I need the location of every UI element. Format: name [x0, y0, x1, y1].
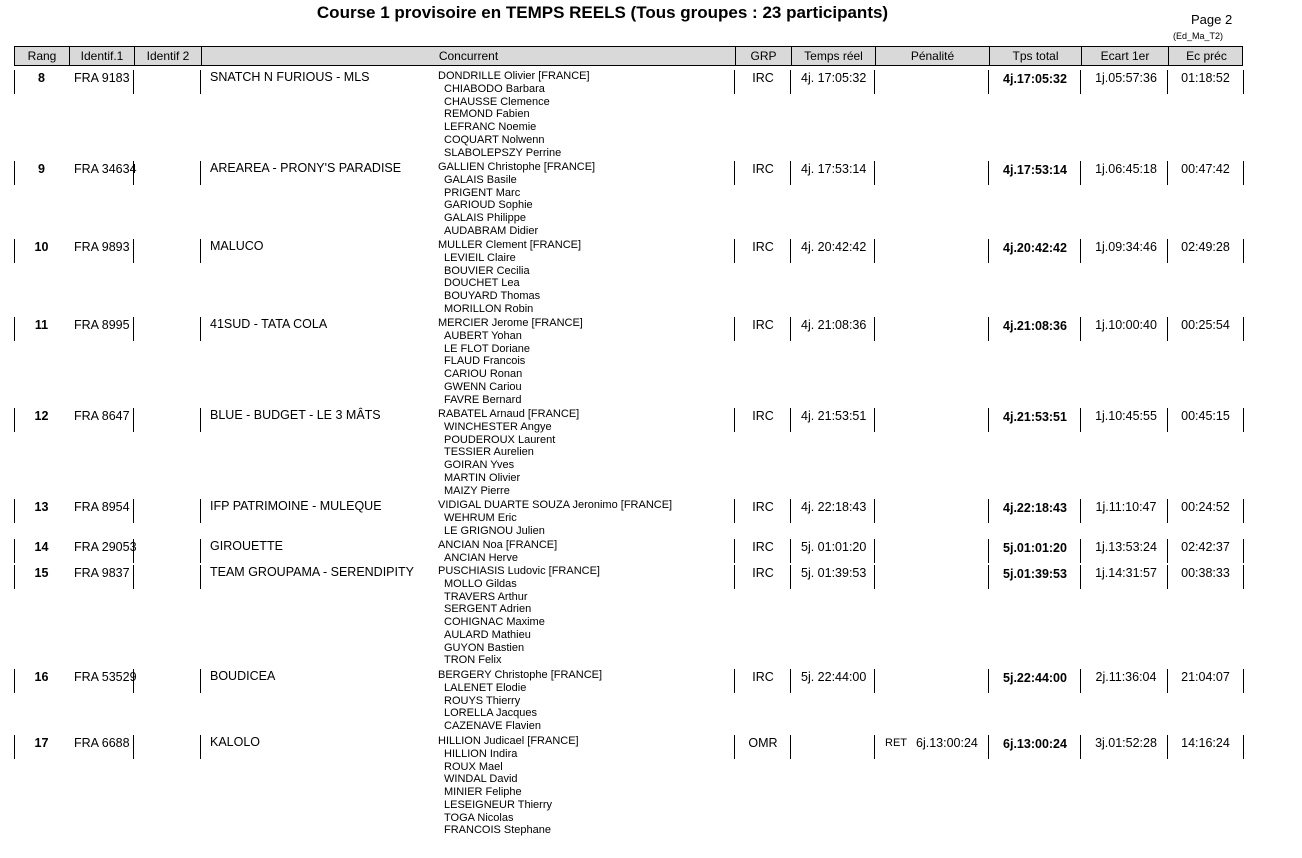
column-divider	[1243, 539, 1244, 563]
column-divider	[874, 669, 875, 693]
ec-prec-cell: 02:49:28	[1181, 240, 1230, 254]
column-divider	[874, 161, 875, 185]
column-divider	[874, 70, 875, 94]
ecart-1er-cell: 1j.05:57:36	[1095, 71, 1157, 85]
crew-list	[438, 539, 557, 565]
ec-prec-cell: 21:04:07	[1181, 670, 1230, 684]
crew-member: REMOND Fabien	[444, 108, 530, 121]
crew-member: LALENET Elodie	[444, 681, 527, 694]
rank-cell: 8	[38, 71, 45, 85]
boat-name: SNATCH N FURIOUS - MLS	[210, 70, 370, 84]
column-divider	[1243, 669, 1244, 693]
edition-code: (Ed_Ma_T2)	[1173, 31, 1224, 41]
ecart-1er-cell: 1j.14:31:57	[1095, 566, 1157, 580]
column-divider	[874, 317, 875, 341]
boat-name: BOUDICEA	[210, 669, 276, 683]
column-divider	[1243, 161, 1244, 185]
skipper-name: GALLIEN Christophe [FRANCE]	[438, 161, 596, 173]
crew-member: MINIER Feliphe	[444, 786, 522, 798]
boat-name: 41SUD - TATA COLA	[210, 317, 328, 331]
tps-total-cell: 4j.22:18:43	[1003, 501, 1067, 515]
grp-cell: IRC	[752, 540, 774, 554]
crew-member: ROUYS Thierry	[444, 694, 521, 707]
crew-list	[438, 669, 602, 733]
ec-prec-cell: 00:25:54	[1181, 318, 1230, 332]
column-divider	[1243, 499, 1244, 523]
crew-member: TRON Felix	[444, 654, 502, 667]
column-divider	[133, 70, 134, 94]
crew-member: TRAVERS Arthur	[444, 590, 528, 603]
column-divider	[200, 239, 201, 263]
col-concurrent: Concurrent	[202, 47, 736, 65]
boat-name: MALUCO	[210, 239, 264, 253]
crew-member: LE GRIGNOU Julien	[444, 524, 545, 537]
column-divider	[874, 499, 875, 523]
grp-cell: IRC	[752, 71, 774, 85]
penalty-code: RET	[885, 737, 907, 749]
grp-cell: OMR	[748, 736, 778, 750]
column-divider	[874, 539, 875, 563]
skipper-name: ANCIAN Noa [FRANCE]	[438, 539, 558, 551]
crew-member: DOUCHET Lea	[444, 277, 520, 290]
crew-list	[438, 499, 672, 537]
skipper-name: PUSCHIASIS Ludovic [FRANCE]	[438, 565, 600, 577]
column-divider	[200, 408, 201, 432]
crew-member: PRIGENT Marc	[444, 186, 521, 199]
skipper-name: RABATEL Arnaud [FRANCE]	[438, 408, 580, 420]
column-divider	[1243, 565, 1244, 589]
boat-name: BLUE - BUDGET - LE 3 MÂTS	[210, 408, 381, 422]
page-number: Page 2	[1191, 12, 1233, 27]
skipper-name: DONDRILLE Olivier [FRANCE]	[438, 70, 590, 82]
column-divider	[200, 70, 201, 94]
identif1-cell: FRA 9183	[74, 71, 130, 85]
tps-total-cell: 5j.22:44:00	[1003, 671, 1067, 685]
crew-list	[438, 735, 579, 837]
boat-name: KALOLO	[210, 735, 261, 749]
temps-reel-cell: 4j. 17:05:32	[801, 71, 867, 85]
skipper-name: HILLION Judicael [FRANCE]	[438, 735, 579, 747]
grp-cell: IRC	[752, 566, 774, 580]
column-divider	[200, 499, 201, 523]
boat-name: IFP PATRIMOINE - MULEQUE	[210, 499, 382, 513]
crew-member: GALAIS Basile	[444, 173, 517, 186]
rank-cell: 10	[34, 240, 49, 254]
grp-cell: IRC	[752, 500, 774, 514]
temps-reel-cell: 4j. 20:42:42	[801, 240, 867, 254]
rank-cell: 17	[34, 736, 49, 750]
crew-member: LEFRANC Noemie	[444, 121, 537, 133]
identif1-cell: FRA 29053	[74, 540, 137, 554]
crew-member: LESEIGNEUR Thierry	[444, 798, 552, 811]
column-divider	[1243, 735, 1244, 759]
identif1-cell: FRA 8995	[74, 318, 130, 332]
skipper-name: BERGERY Christophe [FRANCE]	[438, 669, 603, 681]
crew-member: CHIABODO Barbara	[444, 82, 545, 95]
crew-member: WEHRUM Eric	[444, 511, 517, 524]
crew-member: MOLLO Gildas	[444, 577, 517, 590]
column-divider	[874, 239, 875, 263]
skipper-name: VIDIGAL DUARTE SOUZA Jeronimo [FRANCE]	[438, 499, 673, 511]
col-identif1: Identif.1	[70, 47, 135, 65]
column-divider	[133, 239, 134, 263]
grp-cell: IRC	[752, 162, 774, 176]
boat-name: AREAREA - PRONY'S PARADISE	[210, 161, 402, 175]
col-ecart-1er: Ecart 1er	[1082, 47, 1169, 65]
ec-prec-cell: 00:38:33	[1181, 566, 1230, 580]
crew-member: AUBERT Yohan	[444, 329, 522, 342]
tps-total-cell: 4j.21:08:36	[1003, 319, 1067, 333]
temps-reel-cell: 5j. 22:44:00	[801, 670, 867, 684]
rank-cell: 16	[34, 670, 49, 684]
rank-cell: 12	[34, 409, 49, 423]
ec-prec-cell: 01:18:52	[1181, 71, 1230, 85]
crew-member: WINCHESTER Angye	[444, 420, 552, 433]
grp-cell: IRC	[752, 409, 774, 423]
col-grp: GRP	[736, 47, 792, 65]
crew-member: MAIZY Pierre	[444, 484, 510, 497]
crew-member: MORILLON Robin	[444, 302, 534, 315]
tps-total-cell: 4j.17:05:32	[1003, 72, 1067, 86]
boat-name: TEAM GROUPAMA - SERENDIPITY	[210, 565, 414, 579]
crew-member: GOIRAN Yves	[444, 459, 515, 471]
ec-prec-cell: 02:42:37	[1181, 540, 1230, 554]
col-tps-total: Tps total	[990, 47, 1082, 65]
identif1-cell: FRA 53529	[74, 670, 137, 684]
crew-member: FLAUD Francois	[444, 355, 526, 368]
rank-cell: 15	[34, 566, 49, 580]
tps-total-cell: 4j.21:53:51	[1003, 410, 1067, 424]
column-divider	[133, 565, 134, 589]
ecart-1er-cell: 1j.11:10:47	[1095, 500, 1157, 514]
identif1-cell: FRA 6688	[74, 736, 130, 750]
crew-member: AUDABRAM Didier	[444, 224, 539, 237]
col-identif2: Identif 2	[135, 47, 202, 65]
crew-member: POUDEROUX Laurent	[444, 433, 556, 446]
rank-cell: 14	[34, 540, 49, 554]
ec-prec-cell: 00:24:52	[1181, 500, 1230, 514]
column-divider	[200, 161, 201, 185]
column-divider	[200, 539, 201, 563]
table-header	[14, 46, 1243, 66]
column-divider	[200, 317, 201, 341]
penalty-time: 6j.13:00:24	[916, 736, 978, 750]
ecart-1er-cell: 1j.10:00:40	[1095, 318, 1157, 332]
temps-reel-cell: 5j. 01:39:53	[801, 566, 867, 580]
crew-list	[438, 161, 595, 238]
crew-member: LEVIEIL Claire	[444, 251, 516, 264]
crew-list	[438, 70, 590, 159]
col-ec-prec: Ec préc	[1186, 49, 1227, 63]
temps-reel-cell: 5j. 01:01:20	[801, 540, 867, 554]
crew-member: ANCIAN Herve	[444, 551, 518, 564]
rank-cell: 9	[38, 162, 45, 176]
tps-total-cell: 6j.13:00:24	[1003, 737, 1067, 751]
boat-name: GIROUETTE	[210, 539, 283, 553]
column-divider	[133, 317, 134, 341]
column-divider	[133, 408, 134, 432]
rank-cell: 11	[34, 318, 49, 332]
crew-member: COHIGNAC Maxime	[444, 616, 545, 628]
crew-list	[438, 408, 579, 497]
crew-member: LORELLA Jacques	[444, 707, 537, 720]
tps-total-cell: 4j.20:42:42	[1003, 241, 1067, 255]
crew-member: FAVRE Bernard	[444, 393, 522, 406]
column-divider	[1243, 408, 1244, 432]
crew-member: ROUX Mael	[444, 760, 503, 773]
column-divider	[133, 735, 134, 759]
skipper-name: MULLER Clement [FRANCE]	[438, 239, 582, 251]
grp-cell: IRC	[752, 670, 774, 684]
ecart-1er-cell: 1j.10:45:55	[1095, 409, 1157, 423]
ec-prec-cell: 00:45:15	[1181, 409, 1230, 423]
column-divider	[200, 669, 201, 693]
column-divider	[874, 735, 875, 759]
crew-member: FRANCOIS Stephane	[444, 824, 551, 837]
ecart-1er-cell: 1j.06:45:18	[1095, 162, 1157, 176]
ecart-1er-cell: 2j.11:36:04	[1095, 670, 1157, 684]
report-title: Course 1 provisoire en TEMPS REELS (Tous groupes : 23 participants)	[316, 3, 889, 22]
grp-cell: IRC	[752, 318, 774, 332]
ecart-1er-cell: 3j.01:52:28	[1095, 736, 1157, 750]
col-penalite: Pénalité	[876, 47, 990, 65]
crew-member: CAZENAVE Flavien	[444, 720, 541, 732]
crew-member: BOUYARD Thomas	[444, 290, 541, 302]
crew-member: COQUART Nolwenn	[444, 133, 545, 146]
column-divider	[200, 565, 201, 589]
column-divider	[874, 408, 875, 432]
crew-member: TOGA Nicolas	[444, 811, 514, 824]
identif1-cell: FRA 9893	[74, 240, 130, 254]
column-divider	[133, 499, 134, 523]
identif1-cell: FRA 8954	[74, 500, 130, 514]
grp-cell: IRC	[752, 240, 774, 254]
identif1-cell: FRA 9837	[74, 566, 130, 580]
temps-reel-cell: 4j. 21:08:36	[801, 318, 867, 332]
crew-member: GWENN Cariou	[444, 380, 522, 393]
crew-member: TESSIER Aurelien	[444, 446, 534, 459]
temps-reel-cell: 4j. 17:53:14	[801, 162, 867, 176]
crew-member: LE FLOT Doriane	[444, 342, 531, 355]
skipper-name: MERCIER Jerome [FRANCE]	[438, 317, 583, 329]
ecart-1er-cell: 1j.13:53:24	[1095, 540, 1157, 554]
tps-total-cell: 5j.01:39:53	[1003, 567, 1067, 581]
crew-member: CHAUSSE Clemence	[444, 95, 550, 108]
col-rang: Rang	[15, 47, 70, 65]
crew-member: HILLION Indira	[444, 747, 518, 760]
column-divider	[1243, 70, 1244, 94]
temps-reel-cell: 4j. 21:53:51	[801, 409, 867, 423]
ecart-1er-cell: 1j.09:34:46	[1095, 240, 1157, 254]
crew-list	[438, 565, 600, 667]
tps-total-cell: 4j.17:53:14	[1003, 163, 1067, 177]
column-divider	[874, 565, 875, 589]
ec-prec-cell: 00:47:42	[1181, 162, 1230, 176]
crew-member: MARTIN Olivier	[444, 471, 521, 484]
temps-reel-cell: 4j. 22:18:43	[801, 500, 867, 514]
crew-member: GUYON Bastien	[444, 641, 525, 654]
identif1-cell: FRA 8647	[74, 409, 130, 423]
identif1-cell: FRA 34634	[74, 162, 137, 176]
column-divider	[1243, 239, 1244, 263]
crew-member: WINDAL David	[444, 773, 518, 786]
crew-list	[438, 239, 581, 316]
crew-member: AULARD Mathieu	[444, 628, 531, 641]
tps-total-cell: 5j.01:01:20	[1003, 541, 1067, 555]
column-divider	[1243, 317, 1244, 341]
crew-member: SLABOLEPSZY Perrine	[444, 146, 562, 159]
col-temps-reel: Temps réel	[792, 47, 876, 65]
crew-member: CARIOU Ronan	[444, 368, 523, 380]
crew-member: GALAIS Philippe	[444, 212, 526, 224]
crew-list	[438, 317, 583, 406]
crew-member: GARIOUD Sophie	[444, 199, 533, 212]
column-divider	[200, 735, 201, 759]
ec-prec-cell: 14:16:24	[1181, 736, 1230, 750]
crew-member: SERGENT Adrien	[444, 603, 532, 616]
rank-cell: 13	[34, 500, 49, 514]
crew-member: BOUVIER Cecilia	[444, 264, 530, 277]
